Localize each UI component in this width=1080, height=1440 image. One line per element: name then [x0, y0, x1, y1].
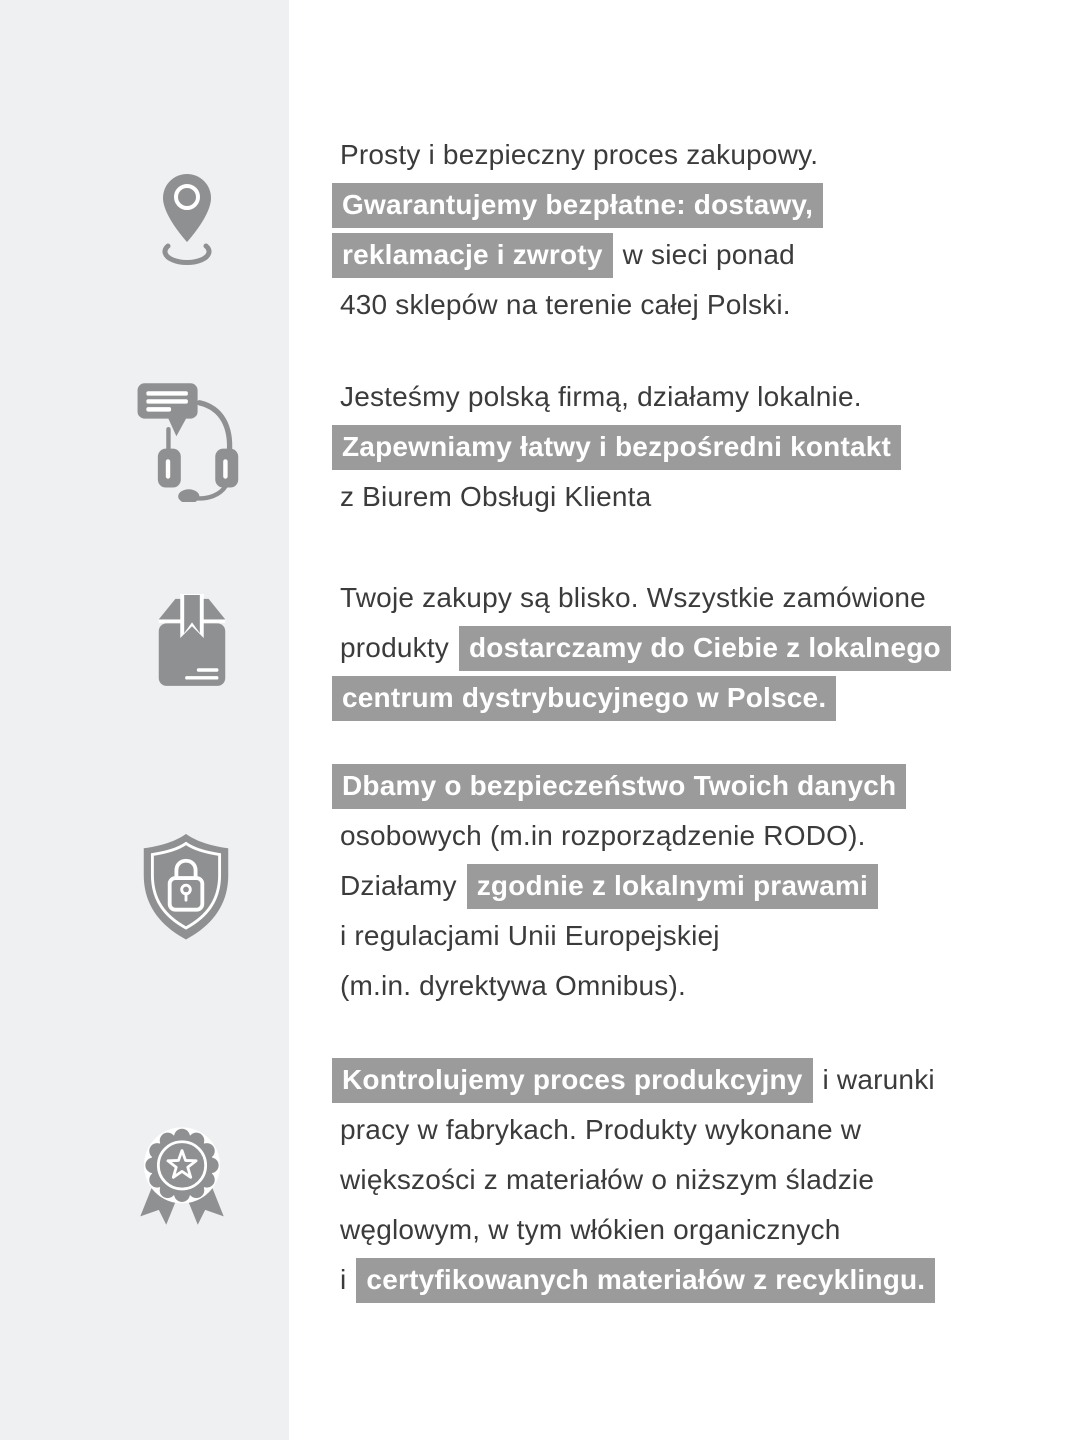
highlighted-text: Dbamy o bezpieczeństwo Twoich danych [332, 764, 906, 809]
text-line [332, 811, 906, 861]
highlighted-text: Kontrolujemy proces produkcyjny [332, 1058, 813, 1103]
plain-text: produkty [340, 632, 449, 663]
text-line [332, 372, 901, 422]
text-line [332, 422, 901, 472]
text-line [332, 1255, 935, 1305]
benefit-text-block [332, 1055, 935, 1305]
text-line [332, 180, 823, 230]
text-line [332, 1105, 935, 1155]
plain-text: Jesteśmy polską firmą, działamy lokalnie. [340, 381, 862, 412]
plain-text: w sieci ponad [622, 239, 795, 270]
text-line [332, 911, 906, 961]
plain-text: większości z materiałów o niższym śladzie [340, 1164, 875, 1195]
plain-text: Działamy [340, 870, 457, 901]
plain-text: Prosty i bezpieczny proces zakupowy. [340, 139, 819, 170]
award-badge-icon [131, 1119, 233, 1228]
icon-sidebar [0, 0, 289, 1440]
plain-text: osobowych (m.in rozporządzenie RODO). [340, 820, 866, 851]
benefit-text-block [332, 573, 951, 723]
shield-lock-icon [138, 831, 234, 942]
plain-text: i regulacjami Unii Europejskiej [340, 920, 720, 951]
plain-text: i warunki [822, 1064, 935, 1095]
highlighted-text: reklamacje i zwroty [332, 233, 613, 278]
plain-text: pracy w fabrykach. Produkty wykonane w [340, 1114, 862, 1145]
text-line [332, 472, 901, 522]
text-line [332, 1205, 935, 1255]
plain-text: węglowym, w tym włókien organicznych [340, 1214, 841, 1245]
text-line [332, 761, 906, 811]
text-line [332, 573, 951, 623]
highlighted-text: zgodnie z lokalnymi prawami [467, 864, 878, 909]
location-pin-icon [155, 172, 219, 268]
highlighted-text: Zapewniamy łatwy i bezpośredni kontakt [332, 425, 901, 470]
text-line [332, 280, 823, 330]
text-line [332, 1155, 935, 1205]
text-line [332, 1055, 935, 1105]
text-line [332, 673, 951, 723]
text-line [332, 861, 906, 911]
plain-text: i [340, 1264, 347, 1295]
highlighted-text: Gwarantujemy bezpłatne: dostawy, [332, 183, 823, 228]
benefit-text-block [332, 761, 906, 1011]
headset-chat-icon [134, 378, 240, 502]
plain-text: z Biurem Obsługi Klienta [340, 481, 652, 512]
plain-text: Twoje zakupy są blisko. Wszystkie zamówione [340, 582, 926, 613]
highlighted-text: certyfikowanych materiałów z recyklingu. [356, 1258, 935, 1303]
benefit-text-block [332, 372, 901, 522]
benefit-text-block [332, 130, 823, 330]
text-line [332, 961, 906, 1011]
plain-text: 430 sklepów na terenie całej Polski. [340, 289, 791, 320]
text-line [332, 230, 823, 280]
highlighted-text: centrum dystrybucyjnego w Polsce. [332, 676, 836, 721]
highlighted-text: dostarczamy do Ciebie z lokalnego [459, 626, 951, 671]
text-line [332, 623, 951, 673]
plain-text: (m.in. dyrektywa Omnibus). [340, 970, 686, 1001]
package-box-icon [148, 594, 236, 692]
text-line [332, 130, 823, 180]
